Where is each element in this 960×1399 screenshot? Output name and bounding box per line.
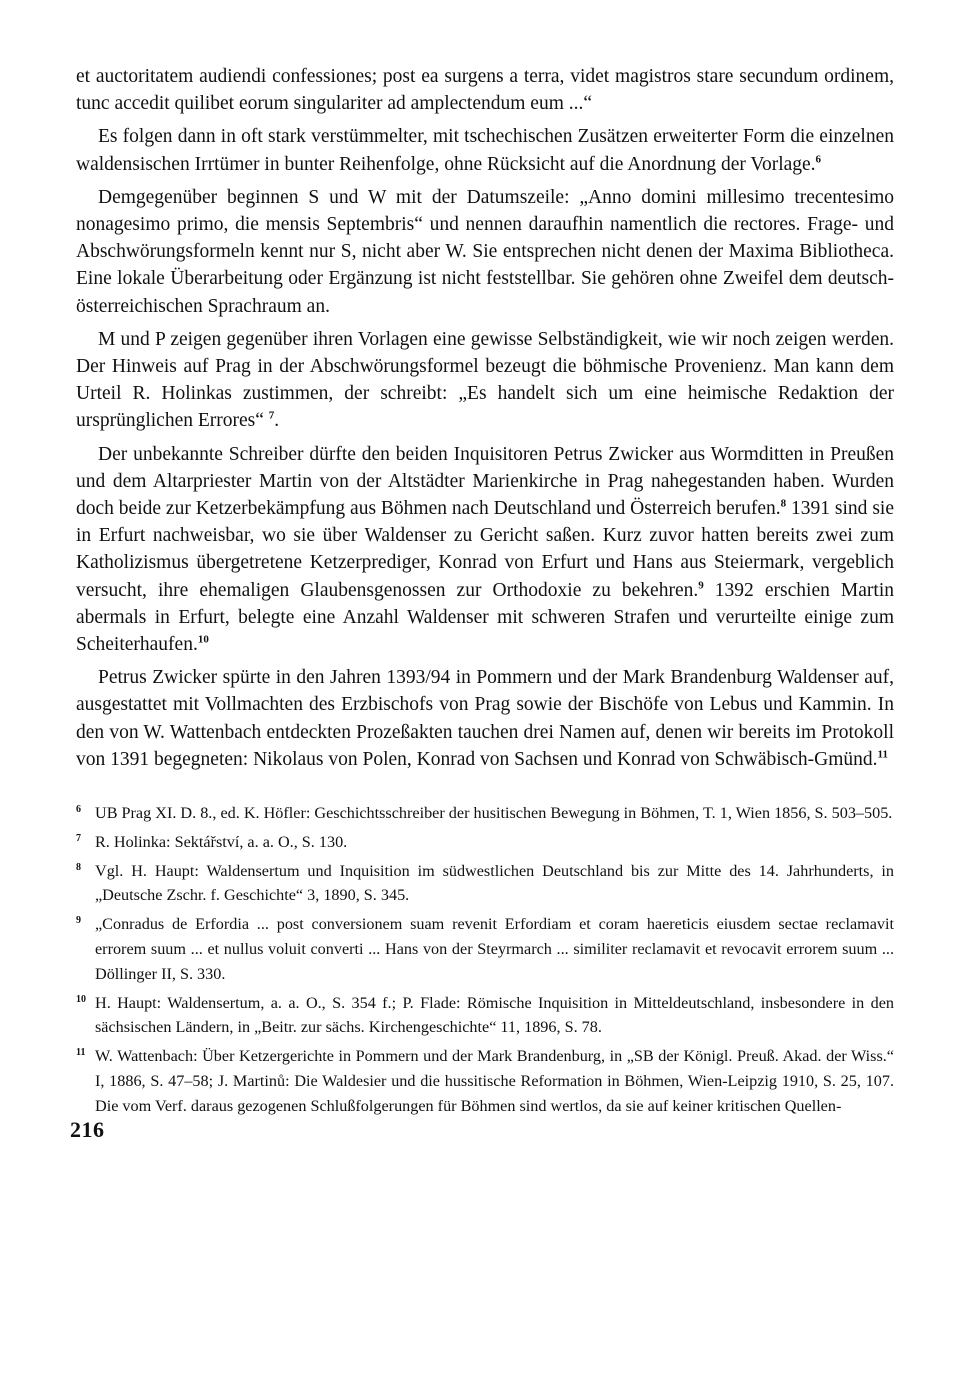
footnotes-section: [76, 801, 894, 1119]
paragraph-text: et auctoritatem audiendi confessiones; post ea surgens a terra, videt magistros stare secundum ordinem, tunc accedit quilibet eorum singulariter ad amplectendum eum ...“: [76, 66, 894, 115]
paragraph-2: [76, 123, 894, 177]
footnote-number: 7: [76, 832, 81, 844]
paragraph-text-part: 1392 erschien Martin abermals in Erfurt, belegte eine Anzahl Waldenser mit schweren Strafen und verurteilte einige zum Scheiterhaufen.: [76, 579, 894, 656]
footnote-text: W. Wattenbach: Über Ketzergerichte in Pommern und der Mark Brandenburg, in „SB der Königl. Preuß. Akad. der Wiss.“ I, 1886, S. 47–58; J. Martinů: Die Waldesier und die hussitische Reformation in Böhmen, Wien-Leipzig 1910, S. 25, 107. Die vom Verf. daraus gezogenen Schlußfolgerungen für Böhmen sind wertlos, da sie auf keiner kritischen Quellen-: [95, 1047, 894, 1115]
footnote-number: 8: [76, 861, 81, 873]
footnote-6: [76, 801, 894, 826]
paragraph-end-punct: .: [274, 410, 280, 432]
footnote-text: H. Haupt: Waldensertum, a. a. O., S. 354 f.; P. Flade: Römische Inquisition in Mitteldeutschland, insbesondere in den sächsischen Ländern, in „Beitr. zur sächs. Kirchengeschichte“ 11, 1896, S. 78.: [95, 993, 894, 1037]
main-text: [76, 63, 894, 773]
footnote-number: 9: [76, 915, 81, 927]
footnote-8: [76, 859, 894, 909]
paragraph-text: M und P zeigen gegenüber ihren Vorlagen eine gewisse Selbständigkeit, wie wir noch zeigen werden. Der Hinweis auf Prag in der Abschwörungsformel bezeugt die böhmische Provenienz. Man kann dem Urteil R. Holinkas zustimmen, der schreibt: „Es handelt sich um eine heimische Redaktion der ursprünglichen Errores“: [76, 328, 894, 432]
footnote-text: „Conradus de Erfordia ... post conversionem suam revenit Erfordiam et coram haereticis eiusdem sectae reclamavit errorem suum ... et nullus voluit converti ... Hans von der Steyrmarch ... similiter reclamavit et revocavit errorem suum ... Döllinger II, S. 330.: [95, 915, 894, 983]
paragraph-1: [76, 63, 894, 117]
paragraph-text: Demgegenüber beginnen S und W mit der Datumszeile: „Anno domini millesimo trecentesimo nonagesimo primo, die mensis Septembris“ und nennen daraufhin namentlich die rectores. Frage- und Abschwörungsformeln kennt nur S, nicht aber W. Sie entsprechen nicht denen der Maxima Bibliotheca. Eine lokale Überarbeitung oder Ergänzung ist nicht feststellbar. Sie gehören ohne Zweifel dem deutsch-österreichischen Sprachraum an.: [76, 186, 894, 317]
footnote-text: R. Holinka: Sektářství, a. a. O., S. 130.: [95, 832, 348, 851]
footnote-ref-6[interactable]: 6: [815, 153, 822, 166]
footnote-text: Vgl. H. Haupt: Waldensertum und Inquisition im südwestlichen Deutschland bis zur Mitte des 14. Jahrhunderts, in „Deutsche Zschr. f. Geschichte“ 3, 1890, S. 345.: [95, 861, 894, 905]
footnote-text: UB Prag XI. D. 8., ed. K. Höfler: Geschichtsschreiber der husitischen Bewegung in Böhmen, T. 1, Wien 1856, S. 503–505.: [95, 804, 893, 823]
footnote-9: [76, 912, 894, 986]
footnote-ref-7[interactable]: 7: [268, 409, 275, 422]
footnote-ref-9[interactable]: 9: [698, 579, 704, 592]
paragraph-text-part: Der unbekannte Schreiber dürfte den beiden Inquisitoren Petrus Zwicker aus Wormditten in Preußen und dem Altarpriester Martin von der Altstädter Marienkirche in Prag nahegestanden haben. Wurden doch beide zur Ketzerbekämpfung aus Böhmen nach Deutschland und Österreich berufen.: [76, 443, 894, 520]
footnote-7: [76, 830, 894, 855]
footnote-ref-11[interactable]: 11: [877, 748, 888, 761]
footnote-number: 10: [76, 993, 86, 1005]
paragraph-text: Petrus Zwicker spürte in den Jahren 1393/94 in Pommern und der Mark Brandenburg Waldenser auf, ausgestattet mit Vollmachten des Erzbischofs von Prag sowie der Bischöfe von Lebus und Kammin. In den von W. Wattenbach entdeckten Prozeßakten tauchen drei Namen auf, denen wir bereits im Protokoll von 1391 begegneten: Nikolaus von Polen, Konrad von Sachsen und Konrad von Schwäbisch-Gmünd.: [76, 667, 894, 770]
footnote-11: [76, 1044, 894, 1118]
footnote-ref-8[interactable]: 8: [780, 497, 787, 510]
paragraph-6: [76, 664, 894, 773]
paragraph-5: [76, 441, 894, 659]
paragraph-4: [76, 326, 894, 435]
page-number: 216: [70, 1117, 105, 1142]
paragraph-text: Es folgen dann in oft stark verstümmelter, mit tschechischen Zusätzen erweiterter Form die einzelnen waldensischen Irrtümer in bunter Reihenfolge, ohne Rücksicht auf die Anordnung der Vorlage.: [76, 126, 894, 175]
paragraph-3: [76, 184, 894, 320]
footnote-10: [76, 991, 894, 1041]
footnote-ref-10[interactable]: 10: [197, 633, 209, 646]
paragraph-text-part: 1391 sind sie in Erfurt nachweisbar, wo sie über Waldenser zu Gericht saßen. Kurz zuvor hatten bereits zwei zum Katholizismus übergetretene Ketzerprediger, Konrad von Erfurt und Hans aus Steiermark, vergeblich versucht, ihre ehemaligen Glaubensgenossen zur Orthodoxie zu bekehren.: [76, 498, 894, 601]
footnote-number: 6: [76, 804, 81, 816]
footnote-number: 11: [76, 1047, 86, 1059]
